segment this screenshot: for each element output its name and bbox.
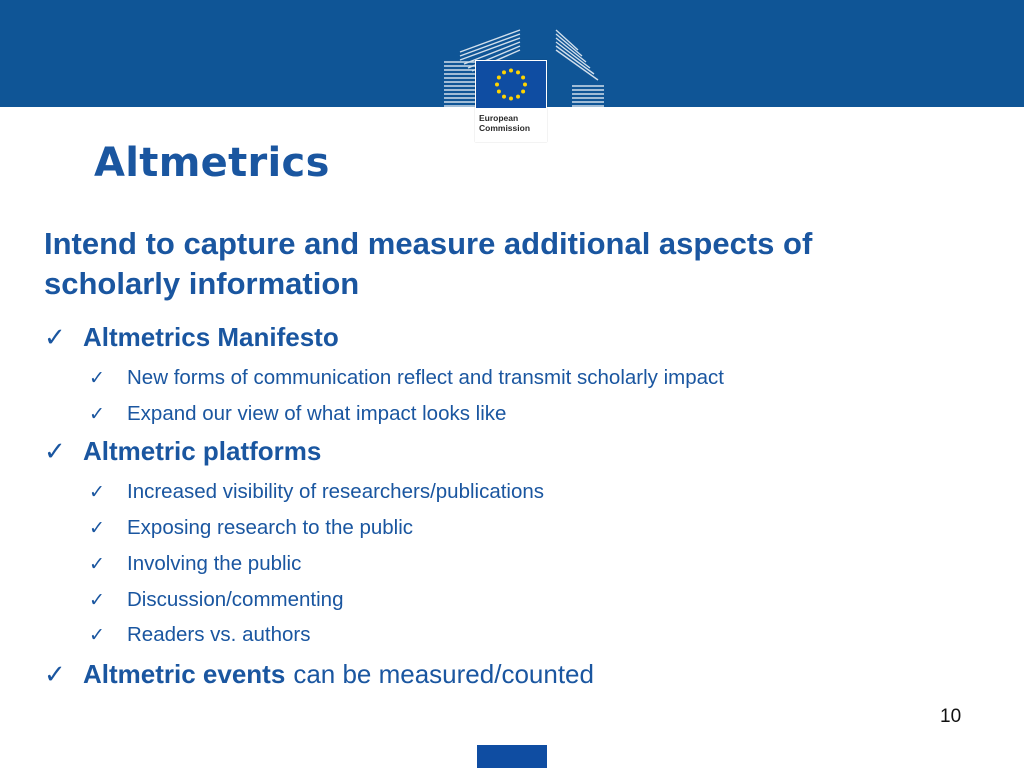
eu-flag-icon (476, 61, 546, 108)
list-item (89, 516, 413, 540)
check-icon: ✓ (44, 659, 66, 689)
list-item-text: Discussion/commenting (127, 588, 344, 611)
check-icon: ✓ (44, 322, 66, 352)
section-manifesto (44, 322, 339, 353)
check-icon: ✓ (89, 554, 105, 575)
section-events (44, 659, 594, 690)
section-heading-tail: can be measured/counted (293, 659, 594, 689)
page-number: 10 (940, 706, 962, 727)
list-item-text: New forms of communication reflect and transmit scholarly impact (127, 366, 724, 389)
check-icon: ✓ (89, 482, 105, 503)
list-item (89, 552, 301, 576)
list-item-text: Increased visibility of researchers/publications (127, 480, 545, 503)
list-item-text: Expand our view of what impact looks like (127, 402, 507, 425)
section-heading: Altmetric events (83, 659, 286, 689)
list-item (89, 480, 544, 504)
slide-title: Altmetrics (94, 140, 330, 186)
logo-line-2: Commission (479, 123, 531, 133)
logo-text (479, 113, 530, 133)
footer-tab (477, 745, 547, 768)
logo-line-1: European (479, 113, 519, 123)
list-item (89, 588, 343, 612)
list-item-text: Exposing research to the public (127, 516, 414, 539)
list-item (89, 402, 506, 426)
check-icon: ✓ (89, 590, 105, 611)
section-heading: Altmetrics Manifesto (83, 322, 339, 352)
check-icon: ✓ (89, 404, 105, 425)
list-item-text: Readers vs. authors (127, 623, 311, 646)
check-icon: ✓ (44, 436, 66, 466)
section-heading: Altmetric platforms (83, 436, 322, 466)
list-item (89, 623, 310, 647)
list-item-text: Involving the public (127, 552, 302, 575)
section-platforms (44, 436, 321, 467)
list-item (89, 366, 724, 390)
check-icon: ✓ (89, 518, 105, 539)
check-icon: ✓ (89, 625, 105, 646)
check-icon: ✓ (89, 368, 105, 389)
intro-statement: Intend to capture and measure additional aspects of scholarly information (44, 226, 813, 301)
